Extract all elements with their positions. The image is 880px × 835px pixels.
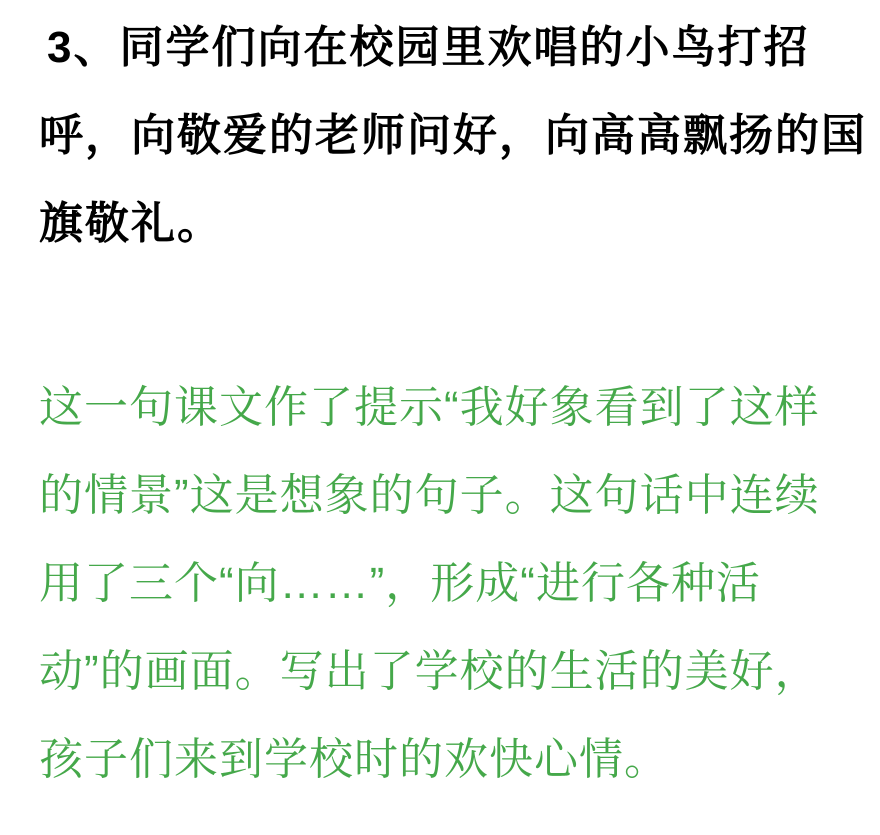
analysis-line: 用了三个“向……”，形成“进行各种活 bbox=[39, 559, 761, 608]
analysis-line: 孩子们来到学校时的欢快心情。 bbox=[39, 735, 669, 784]
analysis-line: 动”的画面。写出了学校的生活的美好， bbox=[39, 647, 820, 696]
analysis-line: 的情景”这是想象的句子。这句话中连续 bbox=[39, 471, 820, 520]
question-paragraph bbox=[0, 0, 880, 268]
question-line: 3、同学们向在校园里欢唱的小鸟打招 bbox=[47, 23, 810, 72]
question-line: 旗敬礼。 bbox=[39, 199, 223, 248]
analysis-paragraph bbox=[0, 364, 880, 804]
question-line: 呼，向敬爱的老师问好，向高高飘扬的国 bbox=[39, 111, 867, 160]
analysis-line: 这一句课文作了提示“我好象看到了这样 bbox=[39, 383, 820, 432]
